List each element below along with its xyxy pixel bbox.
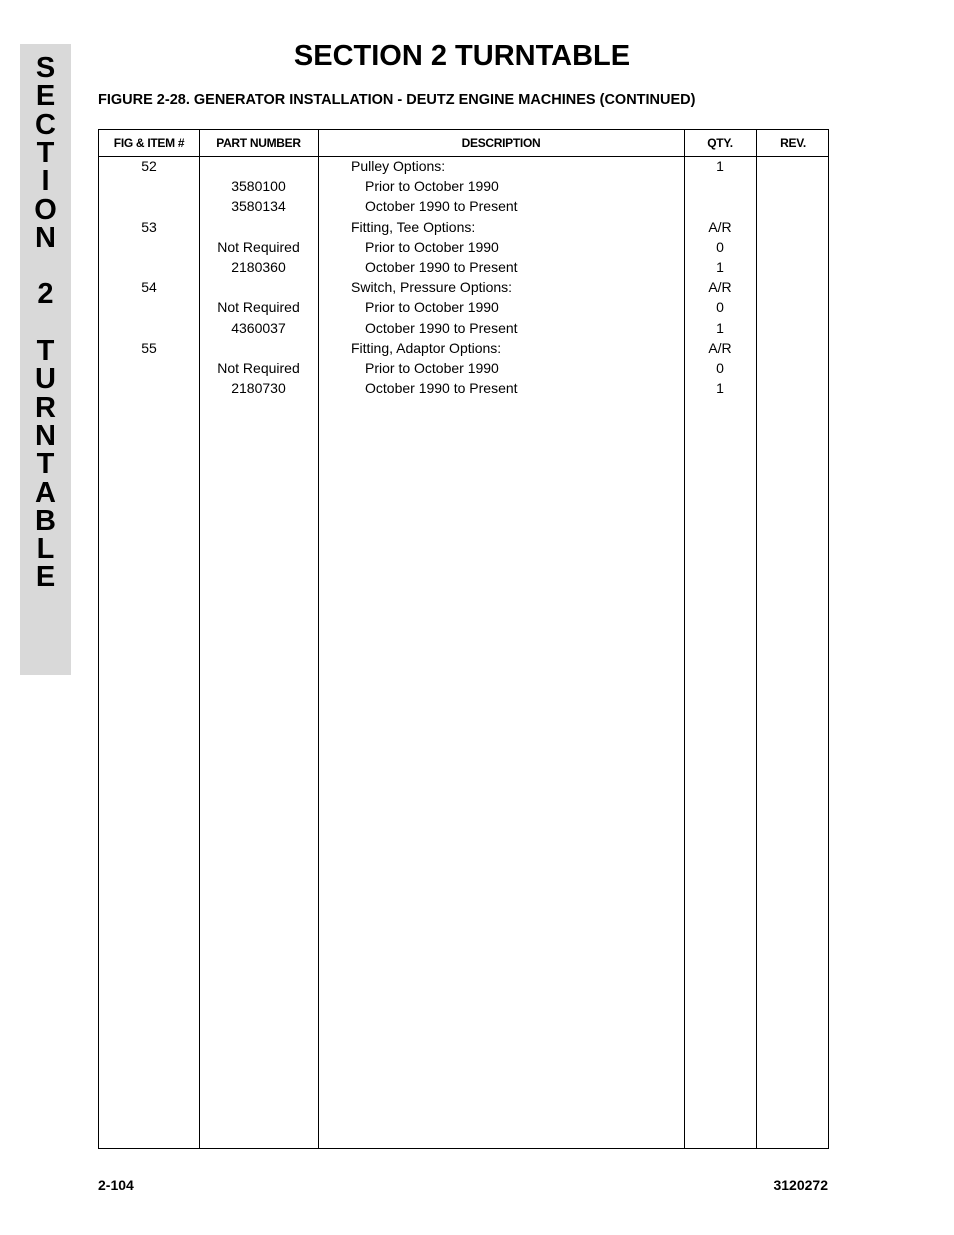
document-number: 3120272 <box>773 1177 828 1193</box>
cell-fig-item: 54 <box>141 279 157 296</box>
header-qty: QTY. <box>707 136 733 150</box>
cell-part-number: 2180360 <box>231 259 286 275</box>
side-tab-letter: L <box>36 533 55 566</box>
cell-description: Fitting, Tee Options: <box>351 218 476 235</box>
page-number: 2-104 <box>98 1177 134 1193</box>
side-tab-letter: T <box>36 335 55 367</box>
side-tab-letter: N <box>35 419 56 452</box>
cell-qty: 0 <box>716 360 724 376</box>
cell-fig-item: 52 <box>141 158 157 174</box>
cell-qty: 1 <box>716 259 724 275</box>
header-rev: REV. <box>780 136 806 150</box>
cell-description: Prior to October 1990 <box>365 299 499 316</box>
cell-qty: 0 <box>716 238 724 255</box>
header-fig-item: FIG & ITEM # <box>113 136 185 150</box>
cell-qty: A/R <box>708 339 732 356</box>
column-divider <box>318 130 319 1148</box>
header-part-number: PART NUMBER <box>216 136 301 150</box>
cell-qty: 1 <box>716 380 724 397</box>
cell-part-number: 3580100 <box>231 178 286 195</box>
section-side-tab <box>20 44 71 675</box>
figure-title: FIGURE 2-28. GENERATOR INSTALLATION - DEUTZ ENGINE MACHINES (CONTINUED) <box>98 92 696 108</box>
cell-description: October 1990 to Present <box>365 319 518 336</box>
cell-description: Prior to October 1990 <box>365 178 499 195</box>
cell-qty: A/R <box>708 279 732 296</box>
cell-description: Switch, Pressure Options: <box>351 279 513 296</box>
side-tab-letter: O <box>34 193 57 226</box>
cell-description: Prior to October 1990 <box>365 238 499 255</box>
cell-description: Prior to October 1990 <box>365 360 499 376</box>
cell-fig-item: 53 <box>141 218 157 235</box>
cell-description: October 1990 to Present <box>365 198 518 215</box>
header-description: DESCRIPTION <box>461 136 541 150</box>
side-tab-letter: C <box>35 108 56 141</box>
section-title: SECTION 2 TURNTABLE <box>293 40 631 72</box>
parts-table <box>98 129 829 1149</box>
side-tab-letter: A <box>35 476 56 509</box>
side-tab-letter: E <box>35 561 56 594</box>
cell-part-number: Not Required <box>217 299 300 316</box>
side-tab-letter: T <box>36 448 55 481</box>
cell-part-number: Not Required <box>217 238 300 255</box>
cell-fig-item: 55 <box>141 339 157 356</box>
side-tab-letter: I <box>41 165 50 198</box>
cell-part-number: 4360037 <box>231 319 286 336</box>
side-tab-letter: T <box>36 136 55 169</box>
cell-qty: 1 <box>716 158 724 174</box>
column-divider <box>756 130 757 1148</box>
cell-qty: 1 <box>716 319 724 336</box>
cell-description: Fitting, Adaptor Options: <box>351 339 502 356</box>
side-tab-letter: S <box>35 52 56 84</box>
side-tab-letter: U <box>35 363 56 396</box>
side-tab-letter: E <box>35 80 56 113</box>
cell-qty: A/R <box>708 218 732 235</box>
column-divider <box>199 130 200 1148</box>
cell-part-number: 3580134 <box>231 198 286 215</box>
side-tab-letter: N <box>35 221 56 254</box>
cell-description: October 1990 to Present <box>365 259 518 275</box>
side-tab-letter: R <box>35 391 56 424</box>
cell-description: Pulley Options: <box>351 158 446 174</box>
cell-part-number: Not Required <box>217 360 300 376</box>
cell-qty: 0 <box>716 299 724 316</box>
cell-description: October 1990 to Present <box>365 380 518 397</box>
side-tab-letter: 2 <box>37 278 54 311</box>
side-tab-letter: B <box>35 504 56 537</box>
cell-part-number: 2180730 <box>231 380 286 397</box>
